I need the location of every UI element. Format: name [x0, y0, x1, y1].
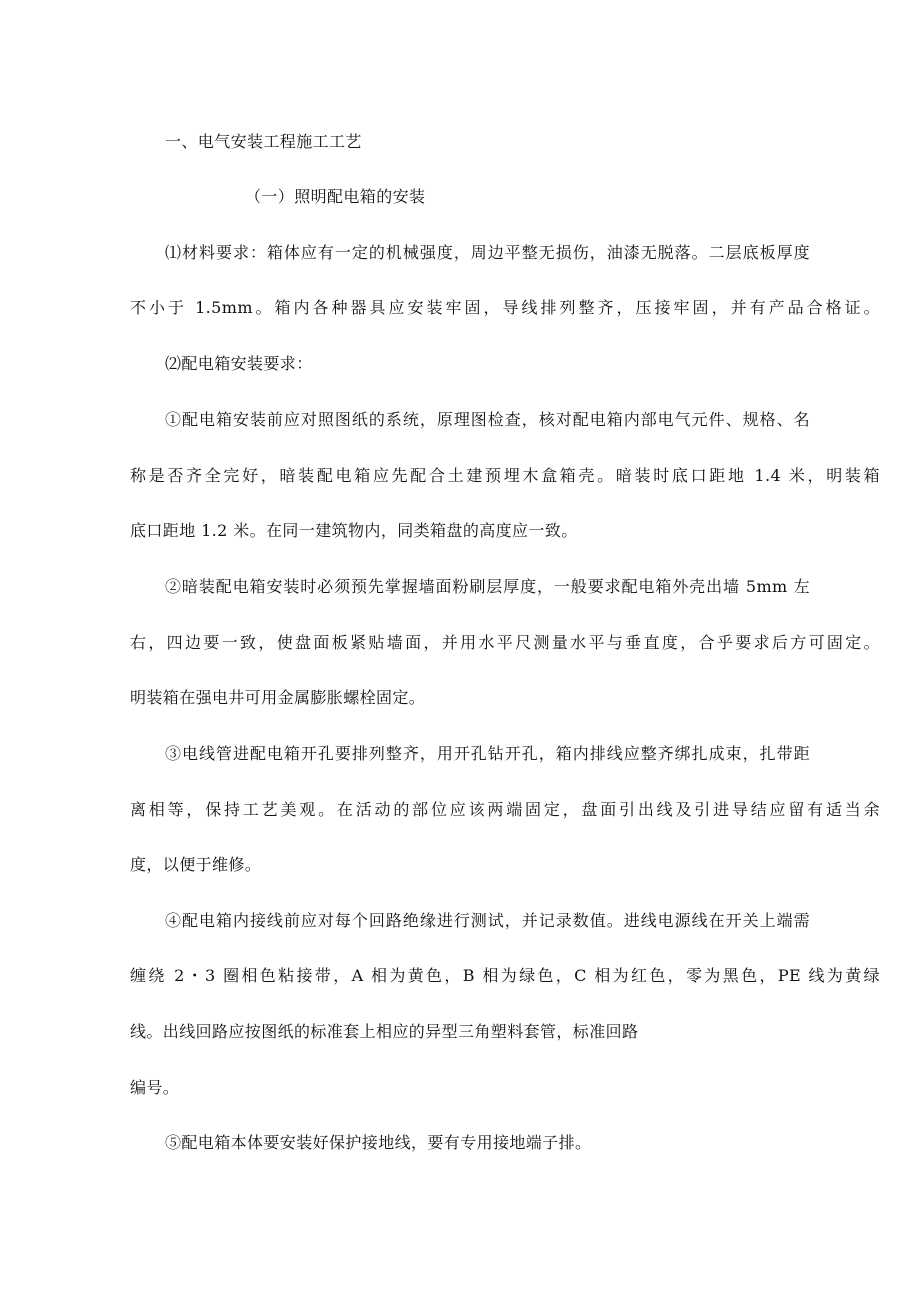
paragraph-line: 明装箱在强电井可用金属膨胀螺栓固定。: [130, 688, 426, 707]
paragraph-line: 右，四边要一致，使盘面板紧贴墙面，并用水平尺测量水平与垂直度，合乎要求后方可固定。: [130, 633, 880, 652]
paragraph-line: ①配电箱安装前应对照图纸的系统，原理图检查，核对配电箱内部电气元件、规格、名: [165, 410, 810, 429]
paragraph-line: 底口距地 1.2 米。在同一建筑物内，同类箱盘的高度应一致。: [130, 521, 578, 540]
subsection-heading: （一）照明配电箱的安装: [245, 187, 426, 206]
paragraph-line: 称是否齐全完好，暗装配电箱应先配合土建预埋木盒箱壳。暗装时底口距地 1.4 米，明装箱: [130, 466, 880, 485]
paragraph-line: ②暗装配电箱安装时必须预先掌握墙面粉刷层厚度，一般要求配电箱外壳出墙 5mm 左: [165, 577, 810, 596]
paragraph-line: ④配电箱内接线前应对每个回路绝缘进行测试，并记录数值。进线电源线在开关上端需: [165, 911, 810, 930]
paragraph-line: 编号。: [130, 1078, 180, 1097]
paragraph-line: ⑵配电箱安装要求：: [165, 354, 313, 373]
paragraph-line: ⑴材料要求：箱体应有一定的机械强度，周边平整无损伤，油漆无脱落。二层底板厚度: [165, 243, 810, 262]
paragraph-line: 缠绕 2・3 圈相色粘接带，A 相为黄色，B 相为绿色，C 相为红色，零为黑色，PE 线为黄绿: [130, 966, 880, 985]
paragraph-line: 线。出线回路应按图纸的标准套上相应的异型三角塑料套管，标准回路: [130, 1022, 639, 1041]
paragraph-line: 度，以便于维修。: [130, 855, 262, 874]
paragraph-line: 离相等，保持工艺美观。在活动的部位应该两端固定，盘面引出线及引进导结应留有适当余: [130, 800, 880, 819]
paragraph-line: ⑤配电箱本体要安装好保护接地线，要有专用接地端子排。: [165, 1133, 592, 1152]
paragraph-line: 不小于 1.5mm。箱内各种器具应安装牢固，导线排列整齐，压接牢固，并有产品合格证。: [130, 298, 880, 317]
section-heading: 一、电气安装工程施工工艺: [165, 132, 362, 151]
paragraph-line: ③电线管进配电箱开孔要排列整齐，用开孔钻开孔，箱内排线应整齐绑扎成束，扎带距: [165, 744, 810, 763]
